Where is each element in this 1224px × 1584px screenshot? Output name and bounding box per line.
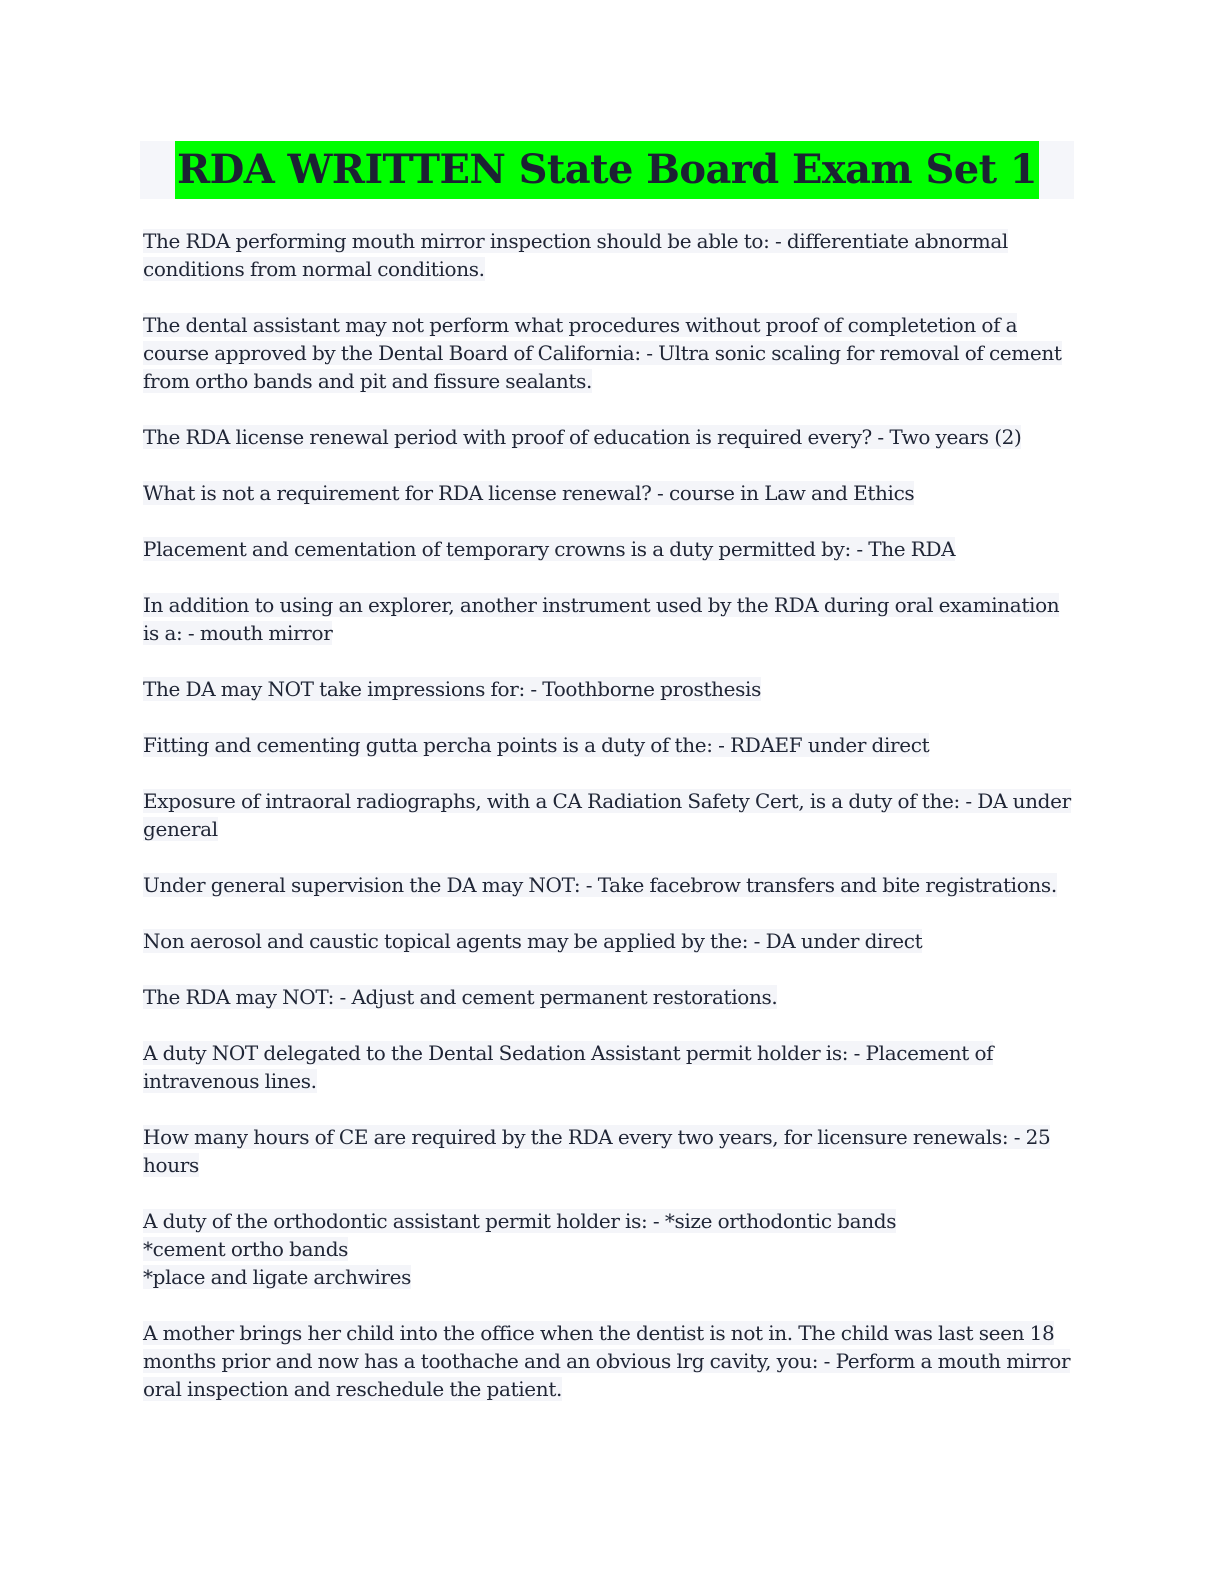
qa-text: Fitting and cementing gutta percha points is a duty of the: - RDAEF under direct (143, 733, 930, 757)
qa-item (143, 1207, 1078, 1291)
qa-text: A mother brings her child into the office when the dentist is not in. The child was last seen 18 months prior and now has a toothache and an obvious lrg cavity, you: - Perform a mouth mirror oral inspection and reschedule the patient. (143, 1321, 1071, 1401)
qa-item (143, 1123, 1078, 1179)
qa-item (143, 591, 1078, 647)
qa-text: What is not a requirement for RDA license renewal? - course in Law and Ethics (143, 481, 915, 505)
qa-item (143, 1319, 1078, 1403)
qa-text: A duty NOT delegated to the Dental Sedation Assistant permit holder is: - Placement of intravenous lines. (143, 1041, 994, 1093)
qa-item (143, 311, 1078, 395)
qa-item (143, 1039, 1078, 1095)
qa-text-line: *cement ortho bands (143, 1237, 349, 1261)
qa-text: The DA may NOT take impressions for: - Toothborne prosthesis (143, 677, 762, 701)
qa-item (143, 479, 1078, 507)
qa-text: The RDA may NOT: - Adjust and cement permanent restorations. (143, 985, 778, 1009)
qa-item (143, 535, 1078, 563)
qa-item (143, 675, 1078, 703)
page-title: RDA WRITTEN State Board Exam Set 1 (175, 141, 1039, 199)
qa-item (143, 983, 1078, 1011)
qa-item (143, 731, 1078, 759)
qa-item (143, 227, 1078, 283)
qa-text: The RDA performing mouth mirror inspection should be able to: - differentiate abnormal conditions from normal conditions. (143, 229, 1008, 281)
qa-text: Under general supervision the DA may NOT: - Take facebrow transfers and bite registrations. (143, 873, 1057, 897)
qa-text: Placement and cementation of temporary crowns is a duty permitted by: - The RDA (143, 537, 956, 561)
title-bar (140, 141, 1074, 199)
qa-item (143, 787, 1078, 843)
qa-text: The RDA license renewal period with proof of education is required every? - Two years (2) (143, 425, 1022, 449)
qa-item (143, 423, 1078, 451)
qa-text: In addition to using an explorer, another instrument used by the RDA during oral examination is a: - mouth mirror (143, 593, 1060, 645)
qa-text: Non aerosol and caustic topical agents may be applied by the: - DA under direct (143, 929, 923, 953)
qa-text-line: *place and ligate archwires (143, 1265, 412, 1289)
qa-item (143, 927, 1078, 955)
qa-text: How many hours of CE are required by the RDA every two years, for licensure renewals: - 25 hours (143, 1125, 1051, 1177)
qa-text-line: A duty of the orthodontic assistant permit holder is: - *size orthodontic bands (143, 1209, 897, 1233)
qa-list (143, 227, 1078, 1431)
qa-item (143, 871, 1078, 899)
qa-text: Exposure of intraoral radiographs, with a CA Radiation Safety Cert, is a duty of the: - DA under general (143, 789, 1071, 841)
qa-text: The dental assistant may not perform what procedures without proof of completetion of a course approved by the Dental Board of California: - Ultra sonic scaling for removal of cement from ortho bands and pit and fissure sealants. (143, 313, 1062, 393)
